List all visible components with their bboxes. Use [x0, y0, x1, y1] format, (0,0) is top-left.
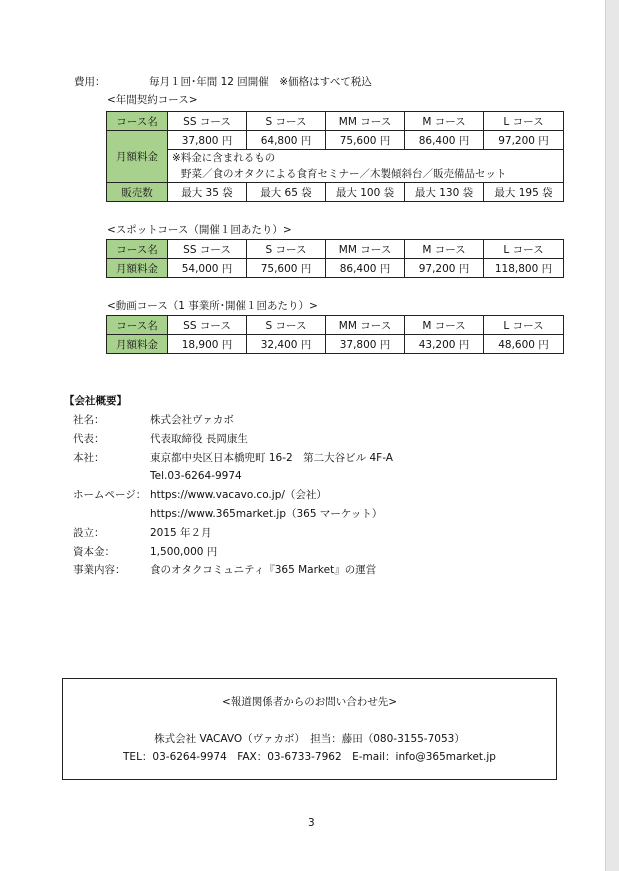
company-row-label: 代表： [73, 433, 105, 445]
company-row-label: 社名： [73, 414, 105, 426]
company-row-value: 東京都中央区日本橋兜町 16-2 第二大谷ビル 4F-A [150, 452, 393, 464]
course-cell: SS コース [168, 240, 247, 259]
course-name-header: コース名 [107, 112, 168, 131]
company-row-label: ホームページ： [73, 489, 147, 501]
company-overview-heading: 【会社概要】 [64, 395, 127, 407]
press-inquiry-box [62, 678, 557, 780]
table-row [107, 335, 564, 354]
course-name-header: コース名 [107, 316, 168, 335]
spot-course-heading: <スポットコース（開催１回あたり）> [107, 224, 292, 236]
sales-cell: 最大 65 袋 [247, 183, 326, 202]
company-row-label: 本社： [73, 452, 105, 464]
course-cell: M コース [405, 316, 484, 335]
company-row-label: 資本金： [73, 546, 115, 558]
price-cell: 54,000 円 [168, 259, 247, 278]
table-row [107, 183, 564, 202]
course-cell: M コース [405, 112, 484, 131]
sales-count-header: 販売数 [107, 183, 168, 202]
course-cell: MM コース [326, 112, 405, 131]
monthly-fee-header: 月額料金 [107, 335, 168, 354]
company-row-value: Tel.03-6264-9974 [150, 470, 242, 482]
table-row [107, 150, 564, 167]
included-note-title: ※料金に含まれるもの [168, 150, 564, 167]
price-cell: 97,200 円 [405, 259, 484, 278]
company-row-label: 事業内容： [73, 564, 126, 576]
price-cell: 86,400 円 [405, 131, 484, 150]
table-row [107, 166, 564, 183]
inquiry-title: <報道関係者からのお問い合わせ先> [221, 696, 398, 708]
price-cell: 75,600 円 [247, 259, 326, 278]
price-cell: 48,600 円 [484, 335, 564, 354]
price-cell: 18,900 円 [168, 335, 247, 354]
price-cell: 75,600 円 [326, 131, 405, 150]
course-cell: L コース [484, 316, 564, 335]
price-cell: 37,800 円 [326, 335, 405, 354]
inquiry-details: TEL：03-6264-9974 FAX：03-6733-7962 E-mail：info@365market.jp [123, 751, 496, 763]
table-row [107, 316, 564, 335]
company-row-value: 株式会社ヴァカボ [150, 414, 234, 426]
table-row [107, 240, 564, 259]
course-cell: MM コース [326, 240, 405, 259]
sales-cell: 最大 35 袋 [168, 183, 247, 202]
course-cell: MM コース [326, 316, 405, 335]
price-cell: 86,400 円 [326, 259, 405, 278]
inquiry-contact: 株式会社 VACAVO（ヴァカボ） 担当：藤田（080-3155-7053） [154, 733, 465, 745]
spot-course-table [106, 239, 564, 278]
price-cell: 37,800 円 [168, 131, 247, 150]
price-cell: 118,800 円 [484, 259, 564, 278]
price-cell: 43,200 円 [405, 335, 484, 354]
course-cell: SS コース [168, 112, 247, 131]
video-course-heading: <動画コース（1 事業所･開催１回あたり）> [107, 300, 318, 312]
course-cell: L コース [484, 240, 564, 259]
course-name-header: コース名 [107, 240, 168, 259]
monthly-fee-header: 月額料金 [107, 259, 168, 278]
sales-cell: 最大 130 袋 [405, 183, 484, 202]
annual-course-table [106, 111, 564, 202]
course-cell: M コース [405, 240, 484, 259]
market-website-link[interactable]: https://www.365market.jp（365 マーケット） [150, 508, 383, 520]
price-cell: 32,400 円 [247, 335, 326, 354]
course-cell: S コース [247, 112, 326, 131]
course-cell: L コース [484, 112, 564, 131]
company-row-value: 食のオタクコミュニティ『365 Market』の運営 [150, 564, 377, 576]
company-row-value: 2015 年２月 [150, 527, 212, 539]
course-cell: S コース [247, 240, 326, 259]
table-row [107, 112, 564, 131]
company-row-label: 設立： [73, 527, 105, 539]
price-cell: 64,800 円 [247, 131, 326, 150]
course-cell: SS コース [168, 316, 247, 335]
included-note-items: 野菜／食のオタクによる食育セミナー／木製傾斜台／販売備品セット [168, 166, 564, 183]
company-website-link[interactable]: https://www.vacavo.co.jp/（会社） [150, 489, 327, 501]
sales-cell: 最大 100 袋 [326, 183, 405, 202]
video-course-table [106, 315, 564, 354]
annual-course-heading: <年間契約コース> [107, 94, 198, 106]
page-number: 3 [308, 817, 315, 829]
table-row [107, 259, 564, 278]
table-row [107, 131, 564, 150]
fees-label: 費用： [74, 76, 106, 88]
price-cell: 97,200 円 [484, 131, 564, 150]
sales-cell: 最大 195 袋 [484, 183, 564, 202]
fees-text: 毎月１回･年間 12 回開催 ※価格はすべて税込 [149, 76, 372, 88]
monthly-fee-header: 月額料金 [107, 131, 168, 183]
course-cell: S コース [247, 316, 326, 335]
company-row-value: 1,500,000 円 [150, 546, 218, 558]
company-row-value: 代表取締役 長岡康生 [150, 433, 248, 445]
